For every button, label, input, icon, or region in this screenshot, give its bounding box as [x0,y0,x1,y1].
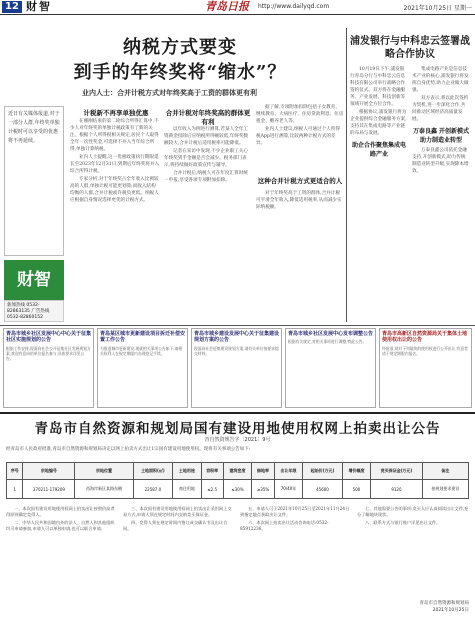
notice-ad-5 [379,328,472,408]
ad-title: 青岛市城乡社区发展中心发布调整公告 [288,331,374,337]
sub-heading-3: 这种合并计税方式更适合的人 [257,177,343,185]
table-header: 宗地编号 [23,463,75,480]
paragraph: 八、联系方式与银行账户详见出让文件。 [365,519,441,525]
notice-ad-3 [191,328,282,408]
table-row [7,480,469,499]
main-headline [60,35,300,85]
table-header: 绿地率 [252,463,275,480]
table-cell: 370211-179209 [23,480,75,499]
land-parcel-table [6,462,469,499]
paragraph: 记者在采访中发现,不少企业职工关心年终奖到手金额是否会减少。税务部门表示,将持续做好政策宣传与辅导。 [164,149,248,168]
article-column-1 [70,118,160,322]
table-header: 备注 [422,463,468,480]
table-cell: 70/40年 [274,480,302,499]
paragraph: 以年收入为例进行测算,若某人全年工资薪金扣除后应纳税所得额较低,年终奖数额较大,合并计税后适用税率可能降低。 [164,127,249,146]
notice-subtitle: 青自然资规告字〔2021〕9号 [204,437,271,443]
article-column-3b [256,190,344,322]
paragraph: 六、本次网上拍卖出让活动咨询电话:0532-85912236。 [240,519,329,531]
sidebar-brand: 财智 [4,260,64,300]
paragraph: 七、其他需要公告的事项:竞买人应认真阅读出让文件,充分了解地块现状。 [357,506,469,518]
table-header: 竞买保证金(万元) [371,463,423,480]
sidebar-hotline: 新闻热线 0532-82863135 广告热线 0532-82860152 [4,300,64,322]
notice-top-rule [0,412,475,414]
table-header: 容积率 [201,463,223,480]
right-sub-heading-2: 万泰良鑫 开创新模式助力制造业转型 [412,128,470,144]
table-cell: ≤2.5 [201,480,223,499]
main-subheadline: 业内人士：合并计税方式对年终奖高于工资的群体更有利 [82,88,257,97]
paragraph: 据了解,专项附加扣除包括子女教育、继续教育、大病医疗、住房贷款利息、住房租金、赡养老人等。 [256,105,344,124]
table-header: 土地面积(㎡) [133,463,173,480]
table-cell: 按规划要求建设 [422,480,468,499]
ad-title: 青岛市高新区自然资源局关于集体土地使用权出让的公告 [382,331,468,344]
notice-ad-2 [97,328,188,408]
headline-line-1: 纳税方式要变 [123,37,237,58]
issue-date: 2021年10月25日 星期一 [403,5,472,12]
right-sub-heading-1: 助企合作聚焦集成电路产业 [351,142,406,158]
headline-line-2: 到手的年终奖将“缩水”？ [73,62,287,83]
paragraph: 在刚刚结束的第二轮综合所得汇算中,不少人对年终奖的单独计税政策有了新的关注。根据个人所得税相关规定,居民个人取得全年一次性奖金,可选择不并入当年综合所得,单独计算纳税。 [70,119,159,152]
ad-title: 青岛市城乡社区发展中心中心关于征集社区实施规划的公告 [6,331,92,344]
right-article-column-1 [350,66,408,322]
table-header: 增价幅度 [342,463,370,480]
table-cell: 9120 [371,480,423,499]
paragraph: 根据协议,浦发银行将为企业提供综合金融服务方案,支持其在集成电路等产业链的布局与发展。 [350,110,407,136]
paragraph: 专家分析,对于年终奖占全年收入比例较高的人群,单独计税可能更划算;而收入结构均衡的人群,合并计税或许税负更低。纳税人应根据自身情况选择更优的计税方式。 [70,177,159,203]
table-cell: 500 [342,480,370,499]
section-title: 财智 [26,0,52,13]
sub-heading-2: 合并计税对年终奖高的群体更有利 [165,109,251,126]
sub-heading-1: 计税新不再享单独优惠 [83,109,149,117]
ad-title: 青岛某区城市更新建设项目拆迁补偿安置工作公告 [100,331,186,344]
notice-title: 青岛市自然资源和规划局国有建设用地使用权网上拍卖出让公告 [34,421,441,437]
website-url[interactable]: http://www.dailyqd.com [258,3,330,10]
paragraph: 一、本次国有建设用地使用权网上拍卖出让按照价高者得原则确定竞得人。 [6,506,115,518]
column-divider [346,28,347,322]
ad-body: 根据有关规定,对相关事项进行调整,特此公告。 [288,339,367,345]
ad-body: 现面向社会征集建设规划方案,请有关单位按要求提交材料。 [194,345,279,356]
ad-body: 根据工作安排,现面向社会公开征集社区发展规划方案,欢迎有意向的单位报名参与,具体要求详见公告。 [6,345,91,361]
notice-column-1 [6,506,118,616]
notice-date: 2021年10月25日 [432,608,469,613]
notice-column-2 [123,506,235,616]
notice-signature [420,600,470,614]
notice-column-3 [240,506,352,616]
paragraph: 对于年终奖高于工资的群体,合并计税可平滑全年收入,降低适用税率,从而减少实际纳税额。 [256,191,342,210]
table-header: 土地用途 [173,463,201,480]
paragraph: 三、本次国有建设用地使用权网上拍卖出让采用网上交易方式,申请人须在规定时间内交纳竞买保证金。 [123,506,232,518]
paragraph: 10月19日下午,浦发银行青岛分行与中科忠云信息科技有限公司举行战略合作签约仪式。双方将在金融服务、产业发展、科技创新等领域开展全方位合作。 [350,67,406,107]
page-number: 12 [2,1,22,13]
paragraph: 四、竞得人须在规定时间内签订成交确认书及出让合同。 [123,519,228,531]
table-header: 出让年限 [274,463,302,480]
paragraph: 双方表示,将以此次签约为契机,进一步深化合作,共同推动区域经济高质量发展。 [412,96,469,122]
table-header-row [7,463,469,480]
paragraph: 业内人士建议,纳税人可通过个人所得税App进行测算,比较两种计税方式的差异。 [256,127,340,146]
table-cell: 西海岸新区某路东侧 [75,480,133,499]
paragraph: 万泰良鑫公司依托金融支持,开创新模式,助力传统制造业转型升级,实现降本增效。 [412,148,469,174]
right-article-title: 浦发银行与中科忠云签署战略合作协议 [350,36,470,60]
table-cell: 1 [7,480,23,499]
table-cell: ≥35% [252,480,275,499]
table-header: 建筑密度 [223,463,251,480]
notice-intro: 经青岛市人民政府批准,青岛市自然资源和规划局决定以网上拍卖方式出让1宗国有建设用地使用权。现将有关事项公告如下: [6,447,251,452]
ad-title: 青岛市城乡建设发展中心关于征集建设规划方案的公告 [194,331,280,344]
notice-column-4 [357,506,469,596]
masthead [0,0,475,15]
paragraph: 业内人士提醒,这一优惠政策执行期限延长至2023年12月31日,到期后年终奖将并入综合所得计税。 [70,155,160,174]
paragraph: 合并计税后,纳税人可在年度汇算时统一申报,享受各项专项附加扣除。 [164,171,248,183]
paragraph: 集成电路产业是信息技术产业的核心,浦发银行将发挥自身优势,助力企业做大做强。 [412,67,469,93]
ad-body: 经批准,现对下列地块的使用权进行公开出让,有意者请于规定期限内报名。 [382,345,468,356]
article-column-3a [256,104,344,174]
table-header: 宗地位置 [75,463,133,480]
right-article-column-2 [412,66,470,322]
notice-ad-1 [3,328,94,408]
table-cell: ≤30% [223,480,251,499]
table-header: 起始价(万元) [303,463,343,480]
newspaper-logo: 青岛日报 [205,0,249,13]
section-divider [0,325,475,326]
notice-ad-4 [285,328,376,408]
table-cell: 45600 [303,480,343,499]
table-cell: 22587.0 [133,480,173,499]
table-header: 序号 [7,463,23,480]
paragraph: 五、申请人可于2021年10月25日至2021年11月24日到指定地点获取出让文件。 [240,506,350,518]
paragraph: 二、中华人民共和国境内外的法人、自然人和其他组织均可申请参加,申请人可以单独申请,也可以联合申请。 [6,519,115,531]
sidebar-quote: 近日有关媒体报道,对于一部分人群,年终奖单独计税时可以享受的优惠将不再延续。 [4,106,64,256]
ad-body: 为推进城市更新建设,现就相关事项公告如下,请相关权利人在规定期限内办理登记手续。 [100,345,183,356]
article-column-2 [164,126,252,322]
table-cell: 商住用地 [173,480,201,499]
issuing-organization: 青岛市自然资源和规划局 [419,601,469,606]
